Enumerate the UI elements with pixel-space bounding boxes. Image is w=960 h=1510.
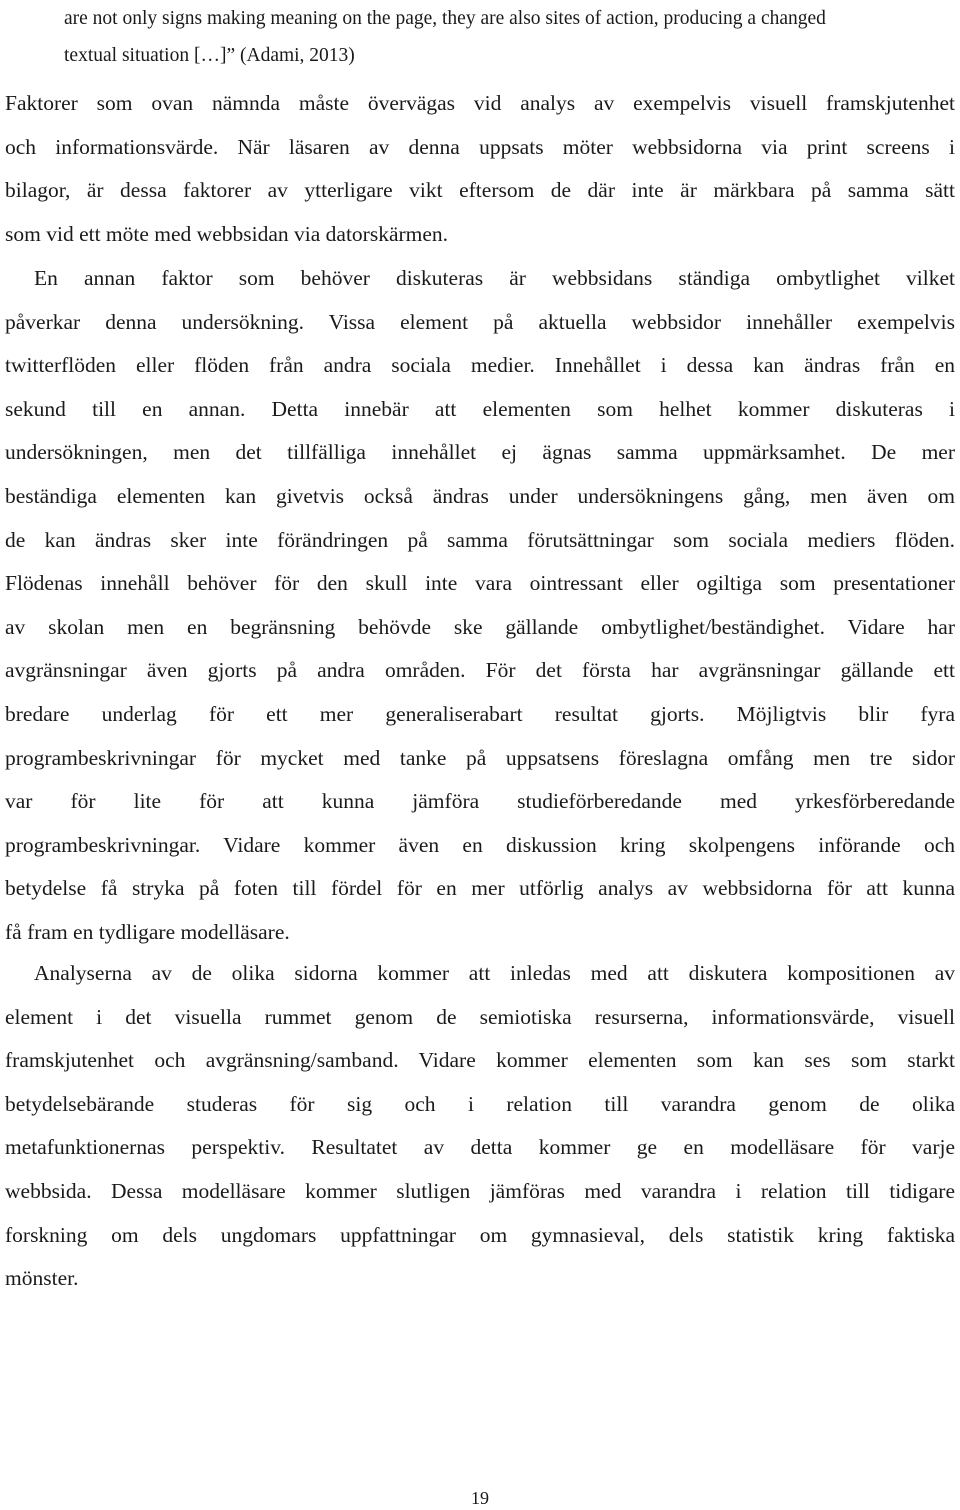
paragraph-line: av skolan men en begränsning behövde ske gällande ombytlighet/beständighet. Vidare har: [5, 614, 955, 639]
quote-line: are not only signs making meaning on the page, they are also sites of action, producing a changed: [64, 8, 826, 29]
paragraph-line: sekund till en annan. Detta innebär att elementen som helhet kommer diskuteras i: [5, 396, 955, 421]
paragraph-line: avgränsningar även gjorts på andra områden. För det första har avgränsningar gällande ett: [5, 658, 955, 683]
block-quote-ending: [64, 0, 954, 74]
paragraph-line: bilagor, är dessa faktorer av ytterligare vikt eftersom de där inte är märkbara på samma sätt: [5, 178, 955, 203]
paragraph-line: framskjutenhet och avgränsning/samband. Vidare kommer elementen som kan ses som starkt: [5, 1048, 955, 1073]
paragraph-line: de kan ändras sker inte förändringen på samma förutsättningar som sociala mediers flöden.: [5, 527, 955, 552]
paragraph-line: mönster.: [5, 1266, 79, 1291]
paragraph-line: få fram en tydligare modelläsare.: [5, 919, 290, 944]
paragraph-line: och informationsvärde. När läsaren av denna uppsats möter webbsidorna via print screens i: [5, 134, 955, 159]
page-number: 19: [471, 1488, 489, 1508]
paragraph-line: Flödenas innehåll behöver för den skull inte vara ointressant eller ogiltiga som presentationer: [5, 571, 955, 596]
paragraph-line: som vid ett möte med webbsidan via datorskärmen.: [5, 221, 449, 246]
paragraph-line: twitterflöden eller flöden från andra sociala medier. Innehållet i dessa kan ändras från en: [5, 353, 955, 378]
paragraph-line: En annan faktor som behöver diskuteras är webbsidans ständiga ombytlighet vilket: [34, 266, 955, 290]
paragraph-line: påverkar denna undersökning. Vissa element på aktuella webbsidor innehåller exempelvis: [5, 309, 955, 334]
paragraph-line: betydelsebärande studeras för sig och i relation till varandra genom de olika: [5, 1091, 955, 1116]
paragraph-line: var för lite för att kunna jämföra studieförberedande med yrkesförberedande: [5, 789, 955, 814]
paragraph-factors: [5, 82, 955, 256]
paragraph-analysis: [5, 952, 955, 1301]
paragraph-line: betydelse få stryka på foten till fördel för en mer utförlig analys av webbsidorna för att kunna: [5, 876, 955, 901]
paragraph-line: Faktorer som ovan nämnda måste övervägas vid analys av exempelvis visuell framskjutenhet: [5, 91, 955, 115]
paragraph-line: Analyserna av de olika sidorna kommer att inledas med att diskutera kompositionen av: [34, 961, 955, 985]
paragraph-line: bredare underlag för ett mer generaliserabart resultat gjorts. Möjligtvis blir fyra: [5, 701, 955, 726]
paragraph-line: programbeskrivningar. Vidare kommer även en diskussion kring skolpengens införande och: [5, 832, 955, 857]
paragraph-line: undersökningen, men det tillfälliga innehållet ej ägnas samma uppmärksamhet. De mer: [5, 440, 955, 465]
paragraph-line: beständiga elementen kan givetvis också ändras under undersökningens gång, men även om: [5, 483, 955, 508]
quote-line: textual situation […]” (Adami, 2013): [64, 45, 355, 66]
paragraph-line: metafunktionernas perspektiv. Resultatet av detta kommer ge en modelläsare för varje: [5, 1135, 955, 1160]
paragraph-line: programbeskrivningar för mycket med tanke på uppsatsens föreslagna omfång men tre sidor: [5, 745, 955, 770]
paragraph-line: element i det visuella rummet genom de semiotiska resurserna, informationsvärde, visuell: [5, 1004, 955, 1029]
paragraph-line: webbsida. Dessa modelläsare kommer slutligen jämföras med varandra i relation till tidigare: [5, 1178, 955, 1203]
paragraph-changeability: [5, 257, 955, 955]
paragraph-line: forskning om dels ungdomars uppfattningar om gymnasieval, dels statistik kring faktiska: [5, 1222, 955, 1247]
